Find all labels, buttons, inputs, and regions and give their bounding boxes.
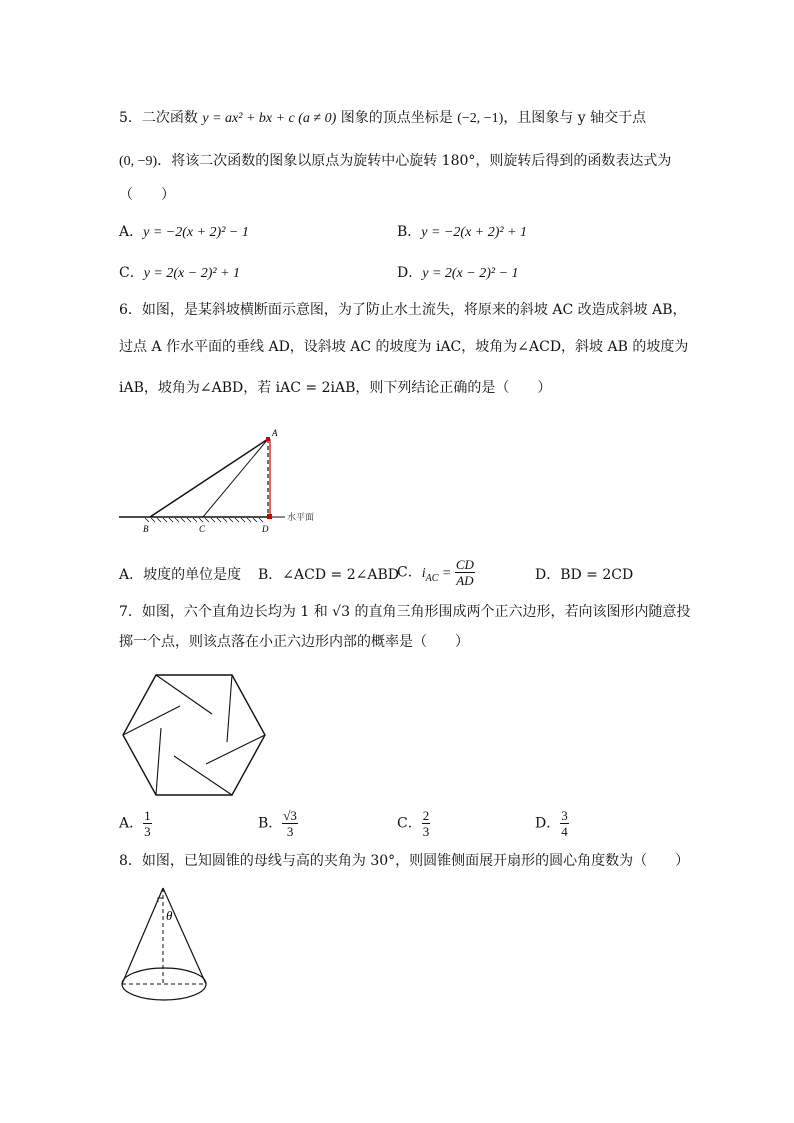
- theta-label: θ: [166, 908, 173, 923]
- q5-option-d[interactable]: D．y = 2(x − 2)² − 1: [397, 265, 519, 281]
- q6-line2: 过点 A 作水平面的垂线 AD，设斜坡 AC 的坡度为 iAC，坡角为∠ACD，斜坡 AB 的坡度为: [119, 339, 689, 355]
- label-b: B: [143, 524, 149, 534]
- q5-number: 5．: [119, 110, 142, 126]
- q5-paren: （ ）: [119, 187, 175, 203]
- q7-line1: 7．如图，六个直角边长均为 1 和 √3 的直角三角形围成两个正六边形，若向该图形内随意投: [119, 604, 691, 620]
- q6-option-d[interactable]: D．BD = 2CD: [535, 567, 634, 583]
- q5-line1: 5．二次函数 y = ax² + bx + c (a ≠ 0) 图象的顶点坐标是 (−2, −1)，且图象与 y 轴交于点: [119, 110, 647, 126]
- q6-option-a[interactable]: A．坡度的单位是度: [119, 567, 242, 583]
- hexagon-diagram: [118, 672, 268, 798]
- q7-option-b[interactable]: B． $\frac{√3}{3}$: [258, 808, 297, 839]
- q6-line3: iAB，坡角为∠ABD，若 iAC = 2iAB，则下列结论正确的是（ ）: [119, 380, 552, 396]
- q5-formula: y = ax² + bx + c (a ≠ 0): [202, 111, 337, 126]
- q5-option-a[interactable]: A．y = −2(x + 2)² − 1: [119, 224, 249, 240]
- q6-option-c[interactable]: C．$i_{AC}$ = $\frac{CD}{AD}$: [397, 557, 474, 588]
- q5-line2: (0, −9)．将该二次函数的图象以原点为旋转中心旋转 180°，则旋转后得到的函数表达式为: [119, 153, 672, 169]
- label-d: D: [262, 524, 269, 534]
- q8-line1: 8．如图，已知圆锥的母线与高的夹角为 30°，则圆锥侧面展开扇形的圆心角度数为（ ）: [119, 853, 690, 869]
- q7-option-a[interactable]: A． $\frac{1}{3}$: [119, 808, 151, 839]
- q6-option-b[interactable]: B．∠ACD = 2∠ABD: [258, 567, 399, 583]
- q7-option-c[interactable]: C． $\frac{2}{3}$: [397, 808, 430, 839]
- cone-diagram: [118, 884, 213, 1006]
- label-c: C: [199, 524, 206, 534]
- q5-point: (0, −9): [119, 154, 158, 169]
- q5-option-c[interactable]: C．y = 2(x − 2)² + 1: [119, 265, 241, 281]
- q6-line1: 6．如图，是某斜坡横断面示意图，为了防止水土流失，将原来的斜坡 AC 改造成斜坡 AB，: [119, 302, 687, 318]
- slope-diagram: [115, 420, 335, 540]
- q7-option-d[interactable]: D． $\frac{3}{4}$: [535, 808, 568, 839]
- label-a: A: [272, 428, 278, 438]
- label-water: 水平面: [287, 513, 315, 523]
- q5-option-b[interactable]: B．y = −2(x + 2)² + 1: [397, 224, 528, 240]
- q7-line2: 掷一个点，则该点落在小正六边形内部的概率是（ ）: [119, 634, 469, 650]
- q5-vertex: (−2, −1): [457, 111, 504, 126]
